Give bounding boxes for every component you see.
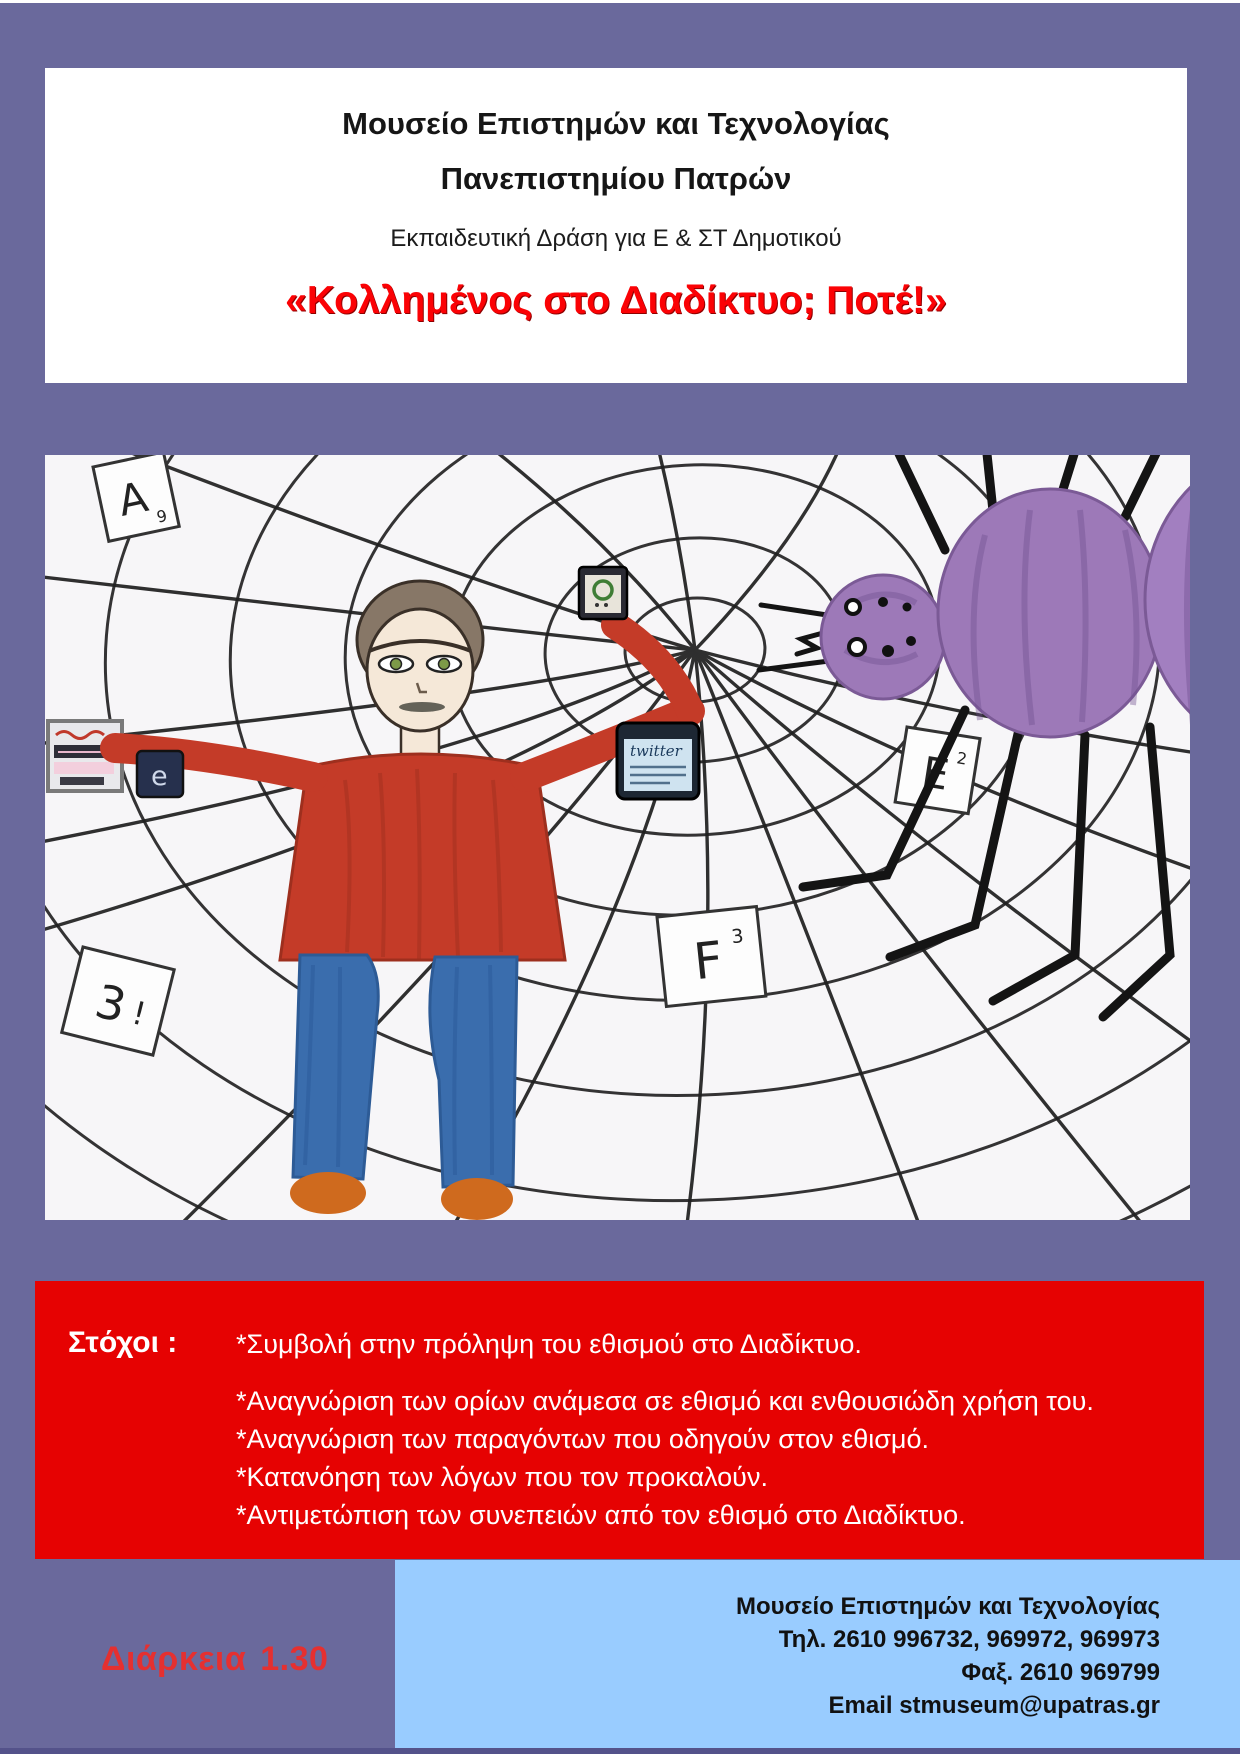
person-shoe-left <box>290 1172 366 1214</box>
goal-item: *Αναγνώριση των παραγόντων που οδηγούν στον εθισμό. <box>236 1424 929 1454</box>
museum-title-line1: Μουσείο Επιστημών και Τεχνολογίας <box>342 106 890 141</box>
goal-item: *Αντιμετώπιση των συνεπειών από τον εθισμό στο Διαδίκτυο. <box>236 1500 966 1530</box>
goal-item: *Συμβολή στην πρόληψη του εθισμού στο Διαδίκτυο. <box>236 1329 862 1359</box>
action-subtitle: Εκπαιδευτική Δράση για Ε & ΣΤ Δημοτικού <box>390 225 842 252</box>
paper-letter-e-text: E <box>918 747 953 800</box>
spider-fangs <box>759 605 829 670</box>
twitter-tablet-icon <box>617 723 699 799</box>
paper-letter-e-mark: 2 <box>955 748 969 769</box>
child-drawing-illustration <box>45 455 1190 1220</box>
duration-label: Διάρκεια <box>101 1640 247 1678</box>
paper-letter-a <box>93 455 179 541</box>
contact-org: Μουσείο Επιστημών και Τεχνολογίας <box>736 1593 1160 1620</box>
paper-letter-a-mark: 9 <box>154 505 169 527</box>
poster-slogan: «Κολλημένος στο Διαδίκτυο; Ποτέ!» <box>285 279 947 322</box>
paper-letter-3 <box>62 947 174 1055</box>
bottom-edge-strip <box>0 1748 1240 1754</box>
spider-web-drawing-svg <box>45 455 1190 1220</box>
paper-letter-3-mark: ! <box>128 993 150 1034</box>
duration-text <box>101 1640 328 1679</box>
svg-text:e: e <box>151 761 168 792</box>
person-figure <box>115 581 690 1220</box>
paper-letter-3-text: 3 <box>90 973 132 1034</box>
twitter-tablet-label: twitter <box>630 742 682 760</box>
paper-letter-f-mark: 3 <box>730 925 745 949</box>
duration-value: 1.30 <box>260 1640 329 1678</box>
contact-box <box>395 1560 1240 1754</box>
contact-fax: Φαξ. 2610 969799 <box>961 1659 1160 1686</box>
person-mouth <box>399 702 445 712</box>
mini-phone-icon <box>137 751 183 797</box>
museum-title-line2: Πανεπιστημίου Πατρών <box>440 161 792 196</box>
goals-box <box>35 1281 1204 1559</box>
paper-letter-f-text: F <box>690 930 726 992</box>
goals-label: Στόχοι : <box>68 1326 178 1359</box>
paper-letter-f <box>657 907 766 1007</box>
person-shoe-right <box>441 1178 513 1220</box>
top-edge-strip <box>0 0 1240 3</box>
header-box <box>45 68 1187 383</box>
goal-item: *Αναγνώριση των ορίων ανάμεσα σε εθισμό και ενθουσιώδη χρήση του. <box>236 1386 1094 1416</box>
goal-item: *Κατανόηση των λόγων που τον προκαλούν. <box>236 1462 768 1492</box>
paper-letter-a-text: A <box>113 471 153 526</box>
spider <box>759 455 1190 1017</box>
person-jeans <box>293 955 517 1187</box>
contact-email: Email stmuseum@upatras.gr <box>828 1692 1160 1719</box>
goals-list <box>236 1325 1094 1559</box>
contact-tel: Τηλ. 2610 996732, 969972, 969973 <box>778 1626 1160 1653</box>
handheld-gadget-icon <box>579 567 627 619</box>
